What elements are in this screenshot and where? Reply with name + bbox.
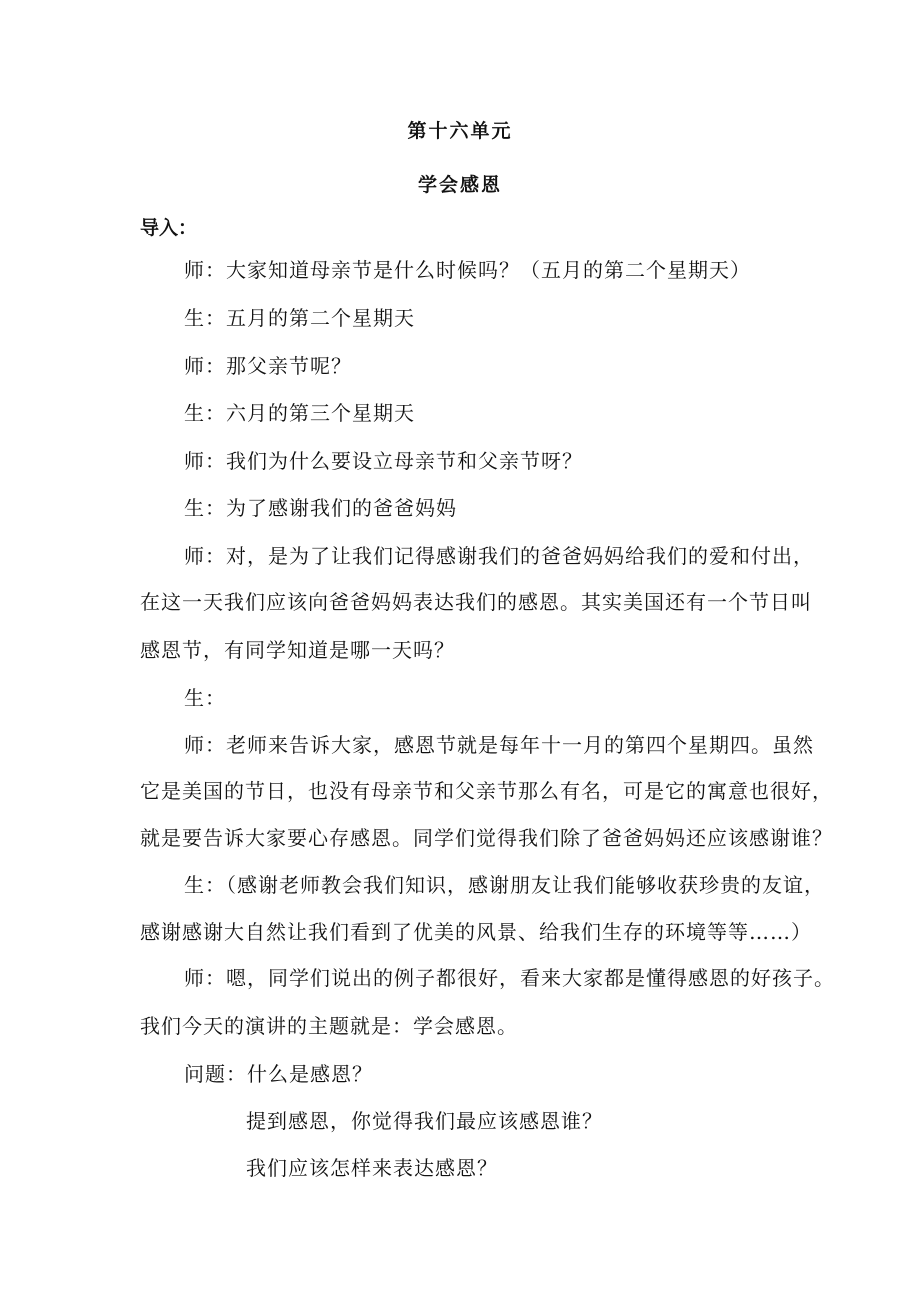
intro-heading: 导入： [140,217,198,239]
question-line: 提到感恩，你觉得我们最应该感恩谁？ [246,1109,603,1133]
dialogue-line: 生： [184,686,226,710]
dialogue-line: 师：对，是为了让我们记得感谢我们的爸爸妈妈给我们的爱和付出， [184,544,814,568]
question-line: 问题：什么是感恩？ [184,1062,373,1086]
unit-title: 第十六单元 [407,120,513,142]
dialogue-line: 生：（感谢老师教会我们知识，感谢朋友让我们能够收获珍贵的友谊， [184,873,825,897]
dialogue-line: 感谢感谢大自然让我们看到了优美的风景、给我们生存的环境等等……） [140,920,812,944]
dialogue-line: 它是美国的节日，也没有母亲节和父亲节那么有名，可是它的寓意也很好， [140,779,833,803]
dialogue-line: 就是要告诉大家要心存感恩。同学们觉得我们除了爸爸妈妈还应该感谢谁？ [140,826,833,850]
lesson-title: 学会感恩 [417,174,502,196]
dialogue-line: 感恩节，有同学知道是哪一天吗？ [140,638,455,662]
dialogue-line: 师：嗯，同学们说出的例子都很好，看来大家都是懂得感恩的好孩子。 [184,966,835,990]
question-line: 我们应该怎样来表达感恩？ [246,1156,498,1180]
dialogue-line: 师：老师来告诉大家，感恩节就是每年十一月的第四个星期四。虽然 [184,733,814,757]
dialogue-line: 师：大家知道母亲节是什么时候吗？（五月的第二个星期天） [184,258,751,282]
dialogue-line: 师：那父亲节呢？ [184,354,352,378]
dialogue-line: 生：为了感谢我们的爸爸妈妈 [184,496,457,520]
dialogue-line: 生：六月的第三个星期天 [184,401,415,425]
dialogue-line: 生：五月的第二个星期天 [184,306,415,330]
dialogue-line: 在这一天我们应该向爸爸妈妈表达我们的感恩。其实美国还有一个节日叫 [140,590,812,614]
dialogue-line: 师：我们为什么要设立母亲节和父亲节呀？ [184,449,583,473]
dialogue-line: 我们今天的演讲的主题就是：学会感恩。 [140,1014,518,1038]
